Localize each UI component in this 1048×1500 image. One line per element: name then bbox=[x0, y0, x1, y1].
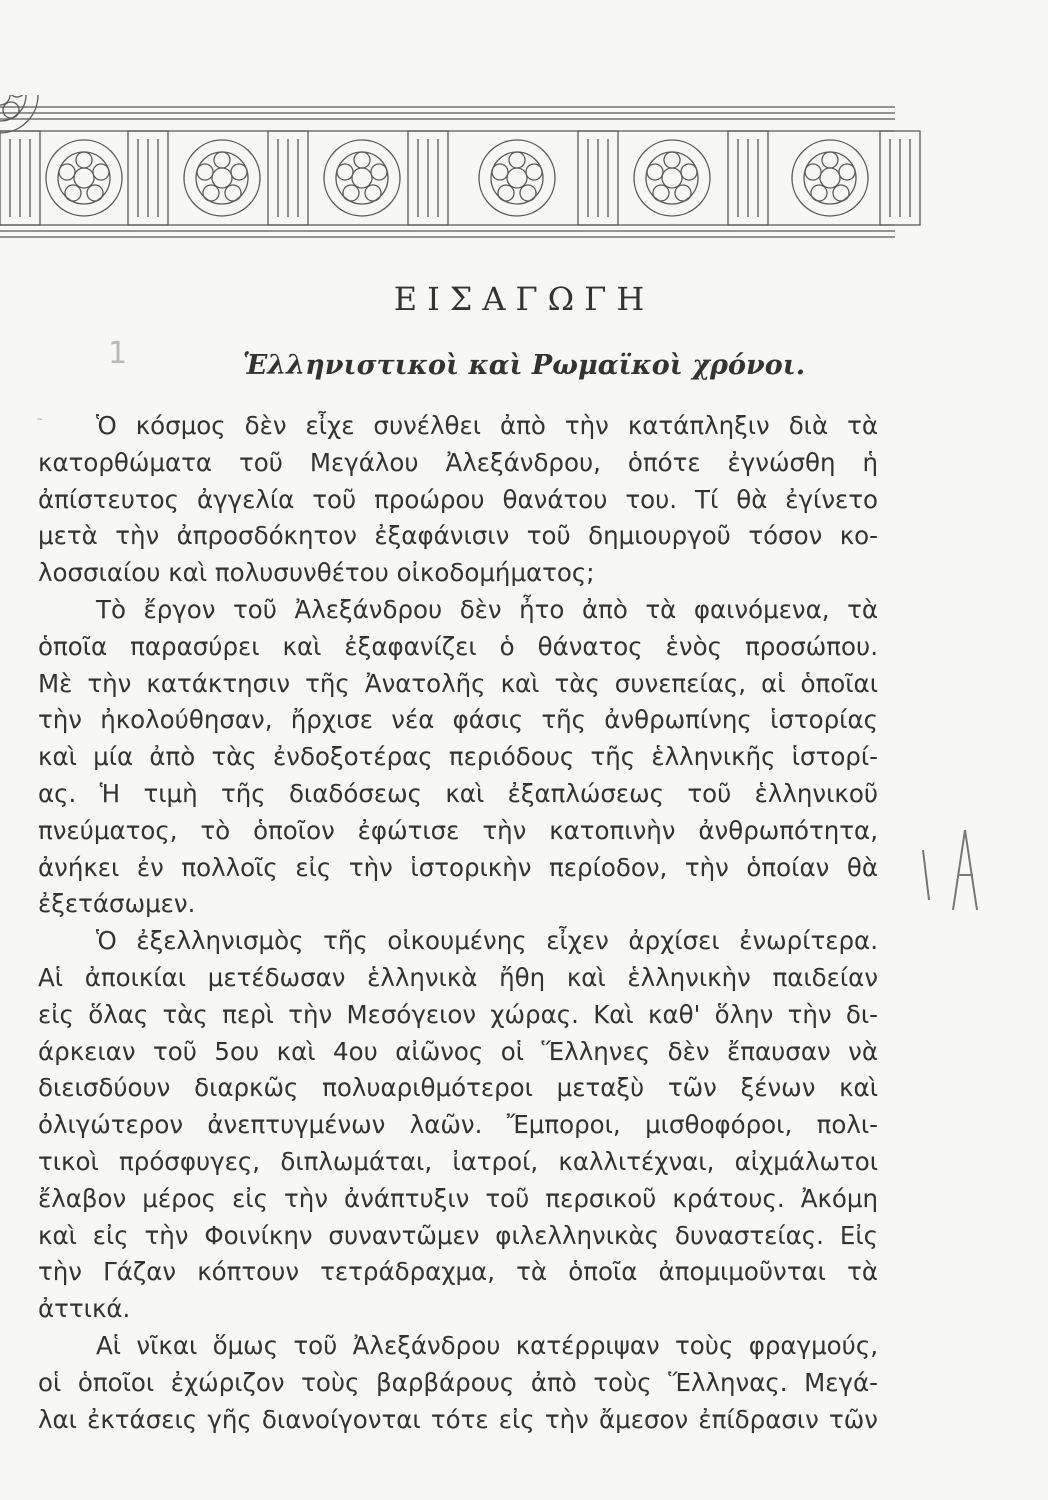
margin-handwritten-note bbox=[915, 820, 995, 920]
text-line: ὁποῖα παρασύρει καὶ ἐξαφανίζει ὁ θάνατος ἑνὸς προσώπου. bbox=[38, 631, 878, 661]
text-line: καὶ εἰς τὴν Φοινίκην συναντῶμεν φιλελληνικὰς δυναστείας. Εἰς bbox=[38, 1220, 878, 1250]
text-line: τικοὶ πρόσφυγες, διπλωμάται, ἰατροί, καλλιτέχναι, αἰχμάλωτοι bbox=[38, 1146, 878, 1176]
page-title: ΕΙΣΑΓΩΓΗ bbox=[393, 280, 655, 318]
text-line: ἀττικά. bbox=[38, 1294, 131, 1324]
text-line: τὴν Γάζαν κόπτουν τετράδραχμα, τὰ ὁποῖα ἀπομιμοῦνται τὰ bbox=[38, 1257, 878, 1287]
text-line: ἀνήκει ἐν πολλοῖς εἰς τὴν ἱστορικὴν περίοδον, τὴν ὁποίαν θὰ bbox=[38, 852, 878, 882]
text-line: Ὁ ἐξελληνισμὸς τῆς οἰκουμένης εἶχεν ἀρχίσει ἐνωρίτερα. bbox=[96, 926, 878, 956]
text-line: κατορθώματα τοῦ Μεγάλου Ἀλεξάνδρου, ὁπότε ἐγνώσθη ἡ bbox=[38, 447, 878, 477]
text-line: μετὰ τὴν ἀπροσδόκητον ἐξαφάνισιν τοῦ δημιουργοῦ τόσον κο- bbox=[38, 521, 878, 551]
margin-pencil-mark: 1 bbox=[108, 336, 128, 371]
paragraph-2 bbox=[38, 592, 878, 923]
text-line: ἀπίστευτος ἀγγελία τοῦ προώρου θανάτου του. Τί θὰ ἐγίνετο bbox=[38, 484, 878, 514]
paragraph-1 bbox=[38, 408, 878, 592]
ornamental-frieze bbox=[0, 95, 1048, 255]
paragraph-4 bbox=[38, 1328, 878, 1438]
text-line: ὀλιγώτερον ἀνεπτυγμένων λαῶν. Ἔμποροι, μισθοφόροι, πολι- bbox=[38, 1110, 878, 1140]
text-line: Αἱ νῖκαι ὅμως τοῦ Ἀλεξάνδρου κατέρριψαν τοὺς φραγμούς, bbox=[96, 1330, 878, 1360]
text-line: άρκειαν τοῦ 5ου καὶ 4ου αἰῶνος οἱ Ἕλληνες δὲν ἔπαυσαν νὰ bbox=[38, 1036, 878, 1066]
text-line: Τὸ ἔργον τοῦ Ἀλεξάνδρου δὲν ἦτο ἀπὸ τὰ φαινόμενα, τὰ bbox=[96, 594, 878, 624]
text-line: Αἱ ἀποικίαι μετέδωσαν ἑλληνικὰ ἤθη καὶ ἑλληνικὴν παιδείαν bbox=[38, 962, 878, 992]
text-line: διεισδύουν διαρκῶς πολυαριθμότεροι μεταξὺ τῶν ξένων καὶ bbox=[38, 1073, 878, 1103]
text-line: καὶ μία ἀπὸ τὰς ἐνδοξοτέρας περιόδους τῆς ἑλληνικῆς ἱστορί- bbox=[38, 742, 878, 772]
text-line: Μὲ τὴν κατάκτησιν τῆς Ἀνατολῆς καὶ τὰς συνεπείας, αἱ ὁποῖαι bbox=[38, 668, 878, 698]
text-line: Ὁ κόσμος δὲν εἶχε συνέλθει ἀπὸ τὴν κατάπληξιν διὰ τὰ bbox=[96, 411, 878, 440]
margin-tick-mark: ˋ bbox=[33, 411, 57, 437]
text-line: ἔλαβον μέρος εἰς τὴν ἀνάπτυξιν τοῦ περσικοῦ κράτους. Ἀκόμη bbox=[38, 1183, 878, 1213]
text-line: ἐξετάσωμεν. bbox=[38, 889, 196, 919]
text-line: ας. Ἡ τιμὴ τῆς διαδόσεως καὶ ἐξαπλώσεως τοῦ ἑλληνικοῦ bbox=[38, 778, 878, 808]
text-line: οἱ ὁποῖοι ἐχώριζον τοὺς βαρβάρους ἀπὸ τοὺς Ἕλληνας. Μεγά- bbox=[38, 1367, 878, 1397]
text-line: τὴν ἠκολούθησαν, ἤρχισε νέα φάσις τῆς ἀνθρωπίνης ἱστορίας bbox=[38, 705, 878, 735]
body-text bbox=[38, 408, 878, 1438]
text-line: πνεύματος, τὸ ὁποῖον ἐφώτισε τὴν κατοπινὴν ἀνθρωπότητα, bbox=[38, 815, 878, 845]
text-line: εἰς ὅλας τὰς περὶ τὴν Μεσόγειον χώρας. Καὶ καθ' ὅλην τὴν δι- bbox=[38, 999, 878, 1029]
text-line: λοσσιαίου καὶ πολυσυνθέτου οἰκοδομήματος; bbox=[38, 558, 595, 588]
paragraph-3 bbox=[38, 923, 878, 1328]
chapter-subtitle: Ἑλληνιστικοὶ καὶ Ρωμαϊκοὶ χρόνοι. bbox=[242, 350, 806, 381]
text-line: λαι ἐκτάσεις γῆς διανοίγονται τότε εἰς τὴν ἄμεσον ἐπίδρασιν τῶν bbox=[38, 1404, 878, 1434]
